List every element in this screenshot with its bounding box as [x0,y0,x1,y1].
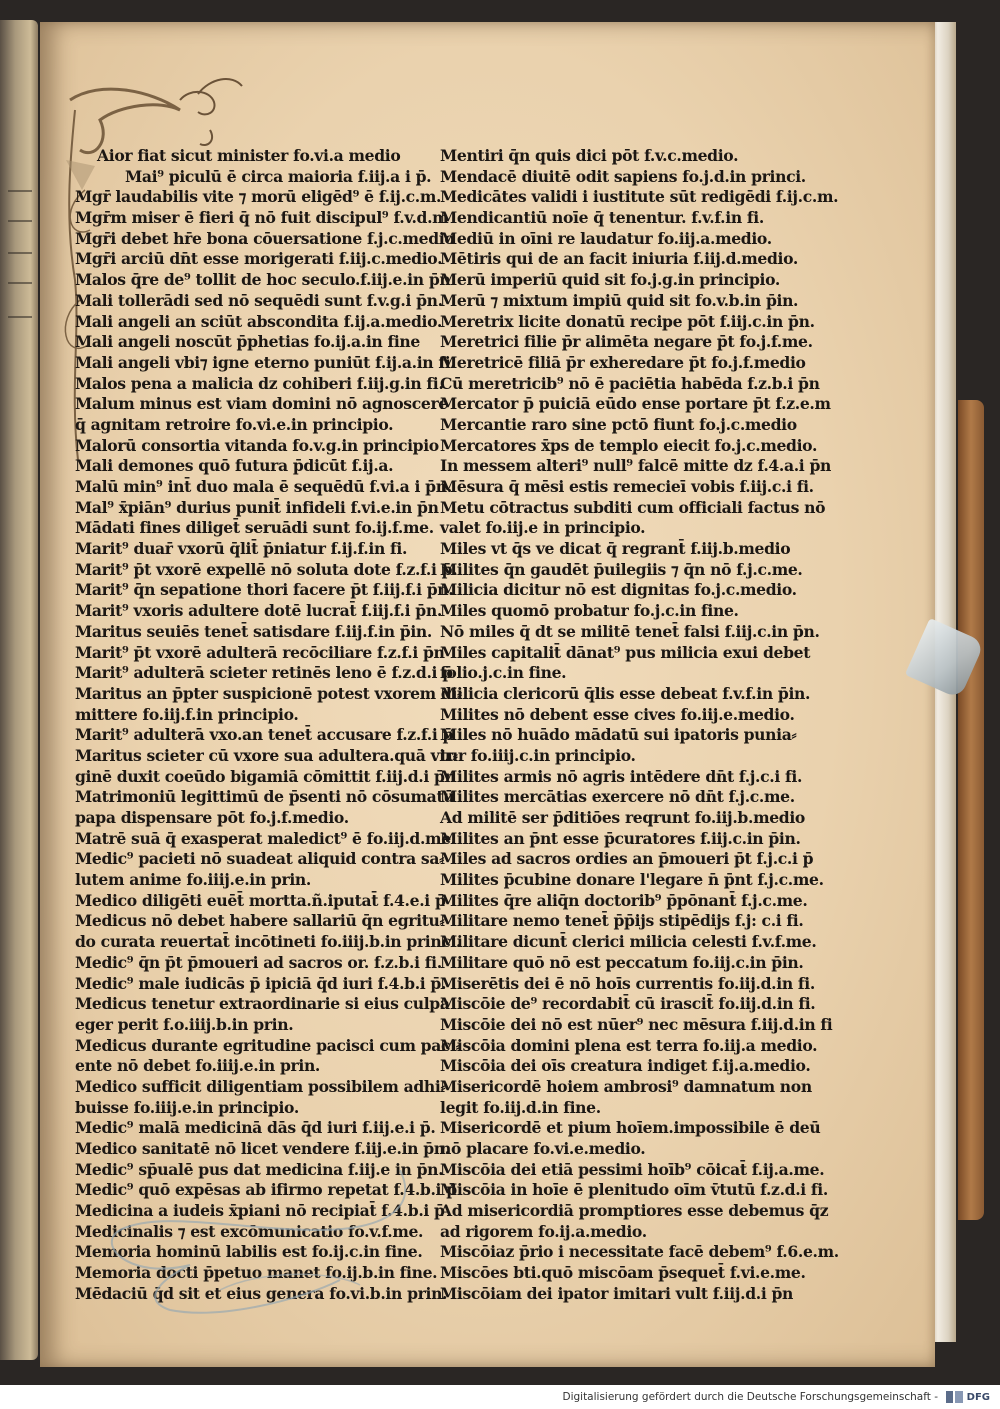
index-entry: Mali angeli vbi⁊ igne eterno puniūt f.ij.a.in fi. [75,352,456,372]
index-entry: Miscōia dei etiā pessimi hoīb⁹ cōicat̄ f.ij.a.me. [440,1159,825,1179]
index-entry: Medicus durante egritudine pacisci cum paci⸗ [75,1035,461,1055]
index-entry: Mediū in oīni re laudatur fo.iij.a.medio. [440,228,772,248]
index-entry: Mali angeli an sciūt abscondita f.ij.a.medio. [75,311,442,331]
index-entry: Aior fiat sicut minister fo.vi.a medio [97,146,401,165]
index-entry: Medico diligēti euēt̄ mortta.ñ.iputat̄ f.4.e.i p̄ [75,890,446,910]
index-entry: ad rigorem fo.ij.a.medio. [440,1221,647,1241]
index-entry: Metu cōtractus subditi cum officiali factus nō [440,497,826,517]
index-entry: Miscōie dei nō est nūer⁹ nec mēsura f.iij.d.in fi [440,1014,833,1034]
index-entry: Marit⁹ adulterā scieter retinēs leno ē f.z.d.i p̄ [75,663,453,683]
index-entry: Marit⁹ vxoris adultere dotē lucrat̄ f.iij.f.i p̄n. [75,601,442,621]
index-entry: Miscōiam dei ipator imitari vult f.iij.d.i p̄n [440,1283,794,1303]
index-entry: Maritus an p̄pter suspicionē potest vxorem di⸗ [75,683,462,703]
index-entry: ente nō debet fo.iiij.e.in prin. [75,1056,321,1076]
index-entry: Malorū consortia vitanda fo.v.g.in principio [75,435,439,455]
index-entry: lutem anime fo.iiij.e.in prin. [75,870,311,890]
index-entry: Militare quō nō est peccatum fo.iij.c.in p̄in. [440,952,804,972]
index-entry: papa dispensare pōt fo.j.f.medio. [75,808,349,827]
index-column-right [440,146,839,1305]
index-entry: Mali angeli noscūt p̄phetias fo.ij.a.in fine [75,332,420,352]
left-page-edge [0,20,38,1360]
index-entry: Miscōia in hoīe ē plenitudo oīm v̄tutū f.z.d.i fi. [440,1180,828,1200]
index-entry: Medic⁹ malā medicinā dās q̄d iuri f.iij.e.i p̄. [75,1118,436,1138]
index-entry: Ad militē ser p̄ditiōes reqrunt fo.iij.b.medio [440,808,805,827]
index-entry: Mali tollerādi sed nō sequēdi sunt f.v.g.i p̄n. [75,290,443,310]
index-entry: Medic⁹ q̄n p̄t p̄moueri ad sacros or. f.z.b.i fi. [75,952,442,972]
index-entry: Marit⁹ p̄t vxorē expellē nō soluta dote f.z.f.i p̄. [75,559,458,579]
index-entry: Meretrix licite donatū recipe pōt f.iij.c.in p̄n. [440,311,815,331]
index-entry: Medic⁹ sp̄ualē pus dat medicina f.iij.e in p̄n. [75,1159,444,1179]
index-entry: Mēsura q̄ mēsi estis remecieī vobis f.iij.c.i fi. [440,477,814,496]
index-entry: ginē duxit coeūdo bigamiā cōmittit f.iij.d.i p̄n [75,766,456,786]
index-entry: Medicātes validi i iustitute sūt redigēdi f.ij.c.m. [440,187,839,207]
footer-credit-text: Digitalisierung gefördert durch die Deutsche Forschungsgemeinschaft - [562,1391,938,1403]
index-entry: Maritus scieter cū vxore sua adultera.quā vir⸗ [75,745,458,765]
index-entry: buisse fo.iiij.e.in principio. [75,1097,299,1117]
index-entry: Marit⁹ p̄t vxorē adulterā recōciliare f.z.f.i p̄n [75,642,445,662]
index-entry: Matrimoniū legittimū de p̄senti nō cōsumatū [75,787,455,807]
footer-bar [0,1385,1000,1409]
index-entry: Miles quomō probatur fo.j.c.in fine. [440,601,739,621]
index-entry: Milites q̄re aliq̄n doctorib⁹ p̄pōnant̄ f.j.c.me. [440,890,808,910]
index-entry: Mētiris qui de an facit iniuria f.iij.d.medio. [440,249,798,269]
bottom-flourish-ornament [100,1170,430,1330]
index-entry: Misericordē et pium hoīem.impossibile ē deū [440,1118,821,1138]
index-entry: Mendacē diuitē odit sapiens fo.j.d.in princi. [440,166,806,186]
index-entry: Medico sanitatē nō licet vendere f.iij.e.in p̄n. [75,1139,450,1158]
index-entry: Milites armis nō agris intēdere dn̄t f.j.c.i fi. [440,766,803,786]
index-entry: Miscōia dei oīs creatura indiget f.ij.a.medio. [440,1056,811,1076]
index-entry: mittere fo.iij.f.in principio. [75,704,299,724]
leather-cover-edge [958,400,984,1220]
index-entry: Nō miles q̄ dt se militē tenet̄ falsi f.iij.c.in p̄n. [440,621,820,641]
index-entry: Miscōiaz p̄rio i necessitate facē debem⁹ f.6.e.m. [440,1242,839,1262]
index-entry: eger perit f.o.iiij.b.in prin. [75,1014,294,1034]
index-entry: Mgr̄ laudabilis vite ⁊ morū eligēd⁹ ē f.ij.c.m. [75,187,442,207]
index-entry: Miscōie de⁹ recordabit̄ cū irascit̄ fo.iij.d.in fi. [440,994,816,1014]
index-entry: Miles capitalit̄ dānat⁹ pus milicia exui debet [440,642,811,662]
dfg-logo [946,1390,990,1404]
index-entry: Milites nō debent esse cives fo.iij.e.medio. [440,704,795,724]
index-entry: Mali demones quō futura p̄dicūt f.ij.a. [75,456,394,476]
index-entry: Mgr̄m miser ē fieri q̄ nō fuit discipul⁹ f.v.d.m [75,208,449,228]
index-entry: q̄ agnitam retroire fo.vi.e.in principio. [75,414,394,434]
index-entry: In messem alteri⁹ null⁹ falcē mitte dz f.4.a.i p̄n [440,456,832,476]
index-entry: Malū min⁹ int̄ duo mala ē sequēdū f.vi.a i p̄n. [75,477,452,496]
index-entry: Milicia clericorū q̄lis esse debeat f.v.f.in p̄in. [440,683,811,703]
index-entry: Milites p̄cubine donare l'legare n̄ p̄nt f.j.c.me. [440,870,824,890]
index-entry: valet fo.iij.e in principio. [440,518,646,538]
index-entry: Medicus tenetur extraordinarie si eius culpa [75,994,450,1014]
index-entry: Marit⁹ q̄n sepatione thori facere p̄t f.iij.f.i p̄n. [75,580,454,600]
index-entry: Memoria docti p̄petuo manet fo.ij.b.in fine. [75,1263,438,1283]
index-entry: Merū imperiū quid sit fo.j.g.in principio. [440,270,780,290]
index-entry: tur fo.iiij.c.in principio. [440,745,636,765]
index-entry: Milites an p̄nt esse p̄curatores f.iij.c.in p̄in. [440,828,801,848]
index-entry: folio.j.c.in fine. [440,663,567,683]
index-entry: Cū meretricib⁹ nō ē paciētia habēda f.z.b.i p̄n [440,373,820,393]
index-entry: Medicus nō debet habere sallariū q̄n egritu⸗ [75,911,445,931]
index-entry: Medico sufficit diligentiam possibilem adhi⸗ [75,1076,446,1096]
index-entry: Meretrici filie p̄r alimēta negare p̄t fo.j.f.me. [440,332,813,352]
index-entry: Misericordē hoiem ambrosi⁹ damnatum non [440,1076,812,1096]
index-entry: nō placare fo.vi.e.medio. [440,1139,646,1158]
index-entry: Malum minus est viam domini nō agnoscere [75,394,448,414]
index-entry: Malos pena a malicia dz cohiberi f.iij.g.in fi. [75,373,444,393]
index-entry: legit fo.iij.d.in fine. [440,1097,601,1117]
index-entry: Mādati fines diliget̄ seruādi sunt fo.ij.f.me. [75,518,434,538]
index-entry: Mercantie raro sine pctō fiunt fo.j.c.medio [440,414,797,434]
index-entry: Medicinalis ⁊ est excōmunicatio fo.v.f.me. [75,1221,424,1241]
index-entry: Milites q̄n gaudēt p̄uilegiis ⁊ q̄n nō f.j.c.me. [440,559,803,579]
index-entry: Marit⁹ duar̄ vxorū q̄lit̄ p̄niatur f.ij.f.in fi. [75,539,408,559]
index-entry: Mēdaciū q̄d sit et eius genera fo.vi.b.in prin. [75,1283,448,1303]
index-entry: Medic⁹ quō expēsas ab ifirmo repetat f.4.b.i p̄ [75,1180,457,1200]
index-entry: Mai⁹ piculū ē circa maioria f.iij.a i p̄. [125,166,432,186]
index-entry: Mercatores x̄ps de templo eiecit fo.j.c.medio. [440,435,818,455]
index-entry: Militare dicunt̄ clerici milicia celesti f.v.f.me. [440,932,817,952]
index-entry: Medic⁹ pacieti nō suadeat aliquid contra sa⸗ [75,849,444,869]
index-entry: Milites mercātias exercere nō dn̄t f.j.c.me. [440,787,795,807]
index-entry: Mal⁹ x̄piān⁹ durius punit̄ infideli f.vi.e.in p̄n [75,497,439,517]
index-entry: Miserētis dei ē nō hoīs currentis fo.iij.d.in fi. [440,973,815,993]
index-entry: Matrē suā q̄ exasperat maledict⁹ ē fo.iij.d.me. [75,828,456,848]
index-entry: Milicia dicitur nō est dignitas fo.j.c.medio. [440,580,797,600]
index-entry: Miscōes bti.quō miscōam p̄sequet̄ f.vi.e.me. [440,1263,806,1283]
index-entry: Maritus seuiēs tenet̄ satisdare f.iij.f.in p̄in. [75,621,432,641]
index-entry: Marit⁹ adulterā vxo.an tenet̄ accusare f.z.f.i p̄ [75,725,454,745]
index-entry: Miles vt q̄s ve dicat q̄ regrant̄ f.iij.b.medio [440,539,791,559]
index-entry: Mendicantiū noīe q̄ tenentur. f.v.f.in fi. [440,208,764,228]
index-entry: Ad misericordiā promptiores esse debemus q̄z [440,1201,829,1221]
index-entry: Memoria hominū labilis est fo.ij.c.in fine. [75,1242,423,1262]
dfg-logo-text: DFG [966,1391,990,1403]
index-entry: do curata reuertat̄ incōtineti fo.iiij.b.in princi. [75,932,462,952]
index-entry: Mercator p̄ puiciā eūdo ense portare p̄t f.z.e.m [440,394,831,414]
index-entry: Miscōia domini plena est terra fo.iij.a medio. [440,1035,818,1055]
index-column-left [75,146,462,1305]
index-entry: Mgr̄i arciū dn̄t esse morigerati f.iij.c.medio. [75,249,443,269]
index-entry: Meretricē filiā p̄r exheredare p̄t fo.j.f.medio [440,352,806,372]
index-entry: Malos q̄re de⁹ tollit de hoc seculo.f.iij.e.in p̄n [75,270,451,290]
index-entry: Mentiri q̄n quis dici pōt f.v.c.medio. [440,146,739,165]
index-entry: Militare nemo tenet̄ p̄p̄ijs stipēdijs f.j: c.i fi. [440,911,804,931]
index-entry: Merū ⁊ mixtum impiū quid sit fo.v.b.in p̄in. [440,290,799,310]
index-entry: Mgr̄i debet hr̄e bona cōuersatione f.j.c.medio [75,228,455,248]
index-entry: Miles nō huādo mādatū sui ipatoris punia⸗ [440,725,797,745]
index-entry: Miles ad sacros ordies an p̄moueri p̄t f.j.c.i p̄ [440,849,814,869]
index-entry: Medicina a iudeis x̄piani nō recipiat̄ f.4.b.i p̄ [75,1201,445,1221]
index-entry: Medic⁹ male iudicās p̄ ipiciā q̄d iuri f.4.b.i p̄. [75,973,447,993]
